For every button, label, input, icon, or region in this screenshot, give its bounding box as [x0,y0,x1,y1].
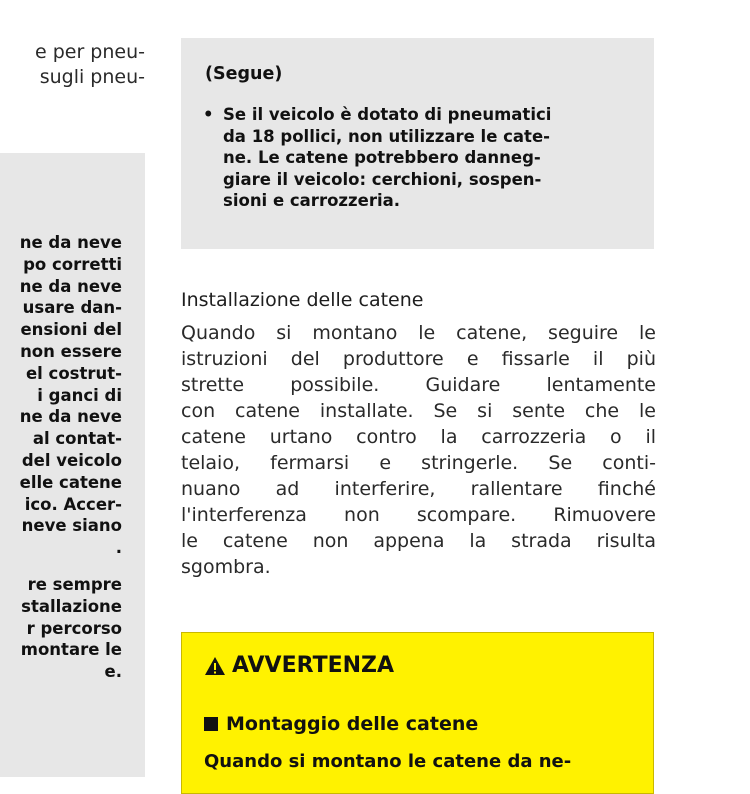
left-caution-text [0,232,122,683]
section-heading: Installazione delle catene [181,289,424,311]
text-line: i ganci di [37,385,122,405]
bullet-dot: • [203,105,214,124]
warning-box [181,632,654,794]
text-line: con catene installate. Se si sente che le [181,400,656,422]
text-line: el costrut- [25,363,122,383]
left-caution-box [0,153,145,777]
warning-text-line: Quando si montano le catene da ne- [204,751,572,772]
text-line: l'interferenza non scompare. Rimuovere [181,504,656,526]
text-line: montare le [20,640,122,660]
text-line: r percorso [26,618,122,638]
text-line: al contat- [32,429,122,449]
warning-subtitle [204,713,478,735]
text-line: sugli pneu- [39,66,145,88]
text-line: ne da neve [19,407,122,427]
text-line: le catene non appena la strada risulta [181,530,656,552]
text-line: Se il veicolo è dotato di pneumatici [223,105,552,124]
text-line: istruzioni del produttore e fissarle il più [181,348,656,370]
text-line: da 18 pollici, non utilizzare le cate- [223,126,550,146]
text-line: Quando si montano le catene, seguire le [181,322,656,344]
text-line: re sempre [27,574,122,594]
left-top-paragraph [0,40,145,90]
text-line: . [115,538,122,558]
segue-note-box [181,38,654,249]
warning-triangle-icon [204,656,226,676]
text-line: e per pneu- [34,41,145,63]
text-line: neve siano [21,516,122,536]
text-line: ne. Le catene potrebbero danneg- [223,148,541,167]
text-line: e. [104,662,122,682]
left-column [0,0,145,777]
black-square-icon [204,717,218,731]
warning-title-text: AVVERTENZA [232,653,394,678]
text-line: stallazione [21,596,122,616]
bullet-text [223,104,551,212]
text-line: nuano ad interferire, rallentare finché [181,478,656,500]
segue-title: (Segue) [205,64,283,84]
text-line: non essere [20,341,122,361]
text-line: ne da neve [19,276,122,296]
warning-subtitle-text: Montaggio delle catene [226,713,479,735]
text-line: del veicolo [21,450,122,470]
text-line: telaio, fermarsi e stringerle. Se conti- [181,452,656,474]
section-body [181,320,656,580]
text-line: elle catene [19,472,122,492]
warning-title [204,653,394,678]
text-line: catene urtano contro la carrozzeria o il [181,426,656,448]
text-line: ico. Accer- [24,494,122,514]
text-line: ensioni del [20,320,122,340]
text-line: giare il veicolo: cerchioni, sospen- [223,169,542,189]
text-line: po corretti [23,254,122,274]
text-line: ne da neve [19,233,122,252]
paragraph-gap [0,559,122,574]
text-line: usare dan- [22,298,122,318]
text-line: sgombra. [181,556,271,578]
text-line: strette possibile. Guidare lentamente [181,374,656,396]
text-line: sioni e carrozzeria. [223,191,401,210]
